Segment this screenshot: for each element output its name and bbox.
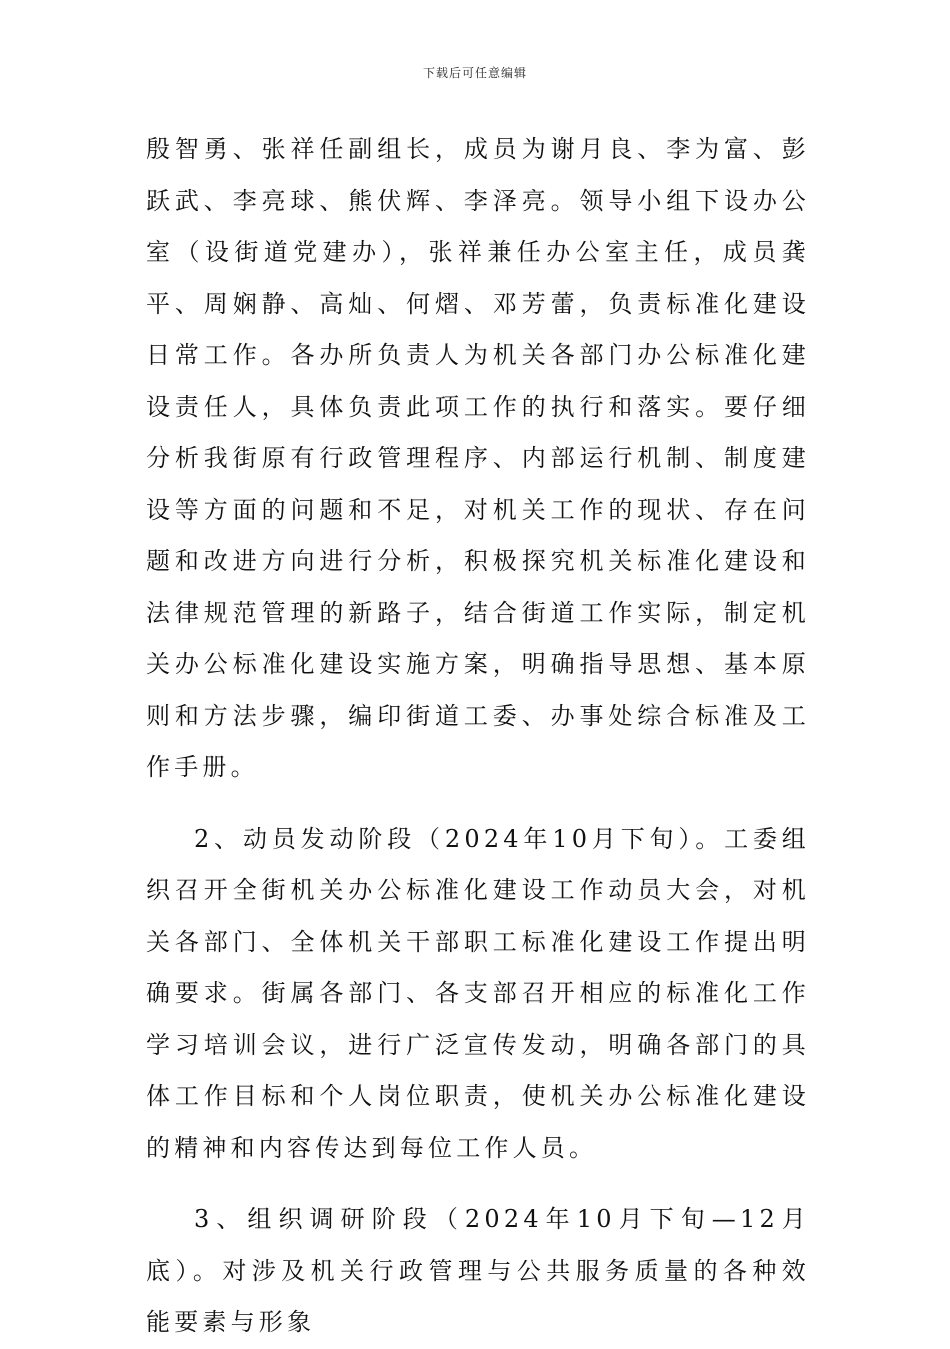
paragraph-research-stage: 3、组织调研阶段（2024年10月下旬—12月底）。对涉及机关行政管理与公共服务质量的各种效能要素与形象 <box>146 1205 810 1336</box>
document-body <box>146 124 810 1349</box>
paragraph-mobilization-stage: 2、动员发动阶段（2024年10月下旬）。工委组织召开全街机关办公标准化建设工作动员大会，对机关各部门、全体机关干部职工标准化建设工作提出明确要求。街属各部门、各支部召开相应的标准化工作学习培训会议，进行广泛宣传发动，明确各部门的具体工作目标和个人岗位职责，使机关办公标准化建设的精神和内容传达到每位工作人员。 <box>146 824 810 1162</box>
page-header: 下载后可任意编辑 <box>422 66 527 80</box>
paragraph-leadership-group: 殷智勇、张祥任副组长，成员为谢月良、李为富、彭跃武、李亮球、熊伏辉、李泽亮。领导小组下设办公室（设街道党建办），张祥兼任办公室主任，成员龚平、周娴静、高灿、何熠、邓芳蕾，负责标准化建设日常工作。各办所负责人为机关各部门办公标准化建设责任人，具体负责此项工作的执行和落实。要仔细分析我街原有行政管理程序、内部运行机制、制度建设等方面的问题和不足，对机关工作的现状、存在问题和改进方向进行分析，积极探究机关标准化建设和法律规范管理的新路子，结合街道工作实际，制定机关办公标准化建设实施方案，明确指导思想、基本原则和方法步骤，编印街道工委、办事处综合标准及工作手册。 <box>146 135 810 781</box>
